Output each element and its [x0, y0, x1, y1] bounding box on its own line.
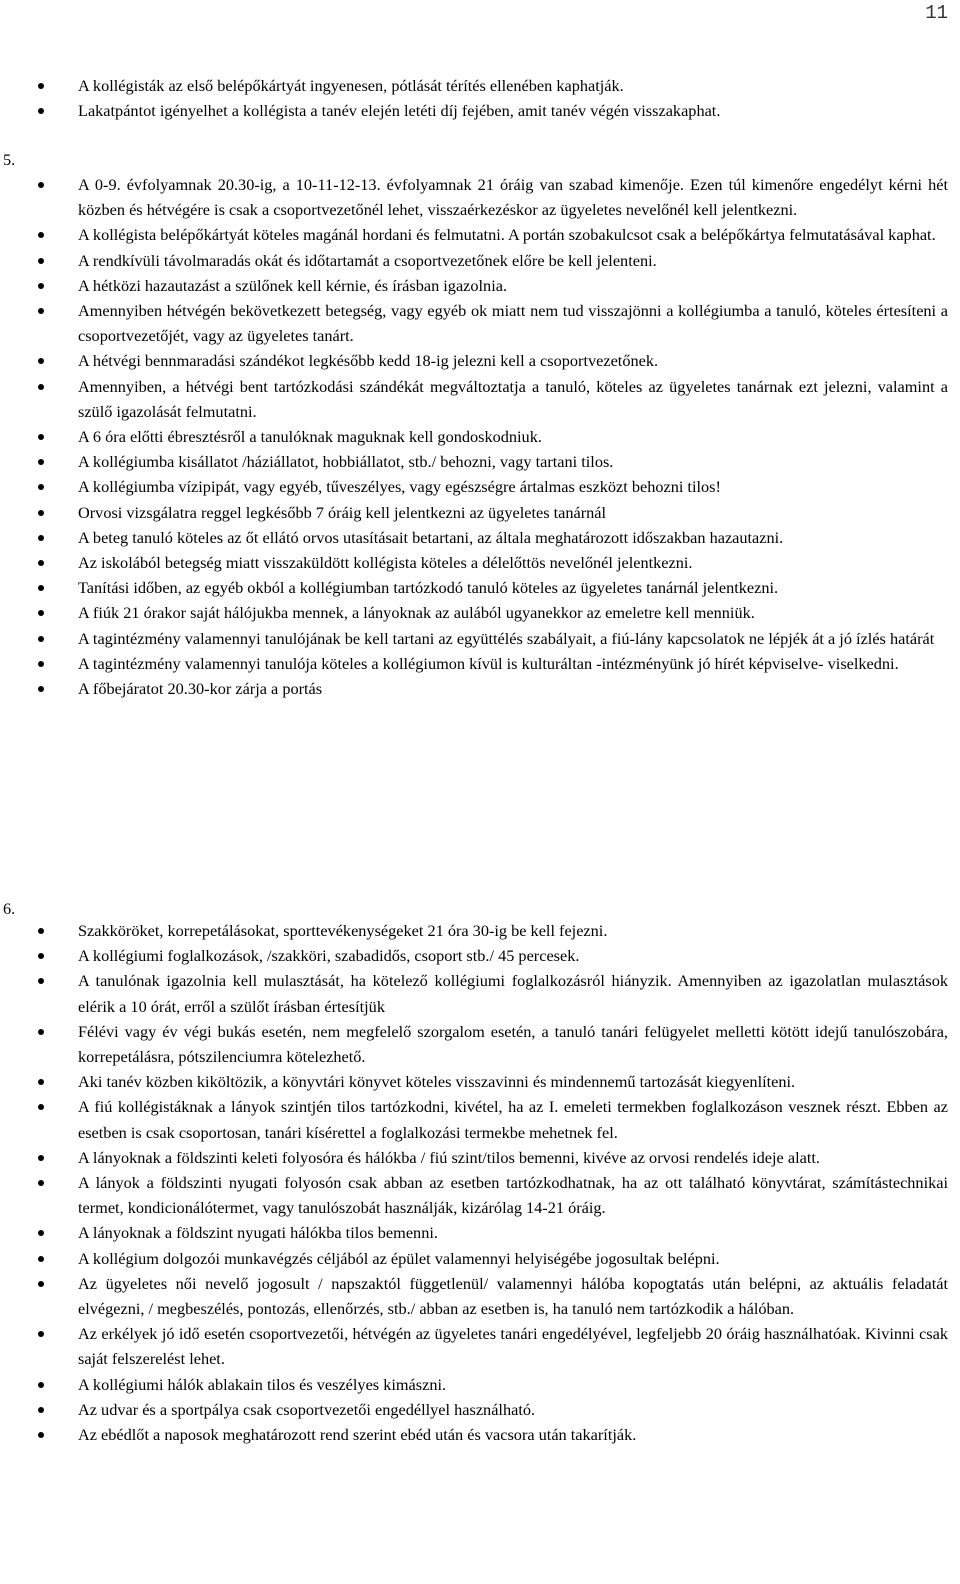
list-item: Orvosi vizsgálatra reggel legkésőbb 7 óráig kell jelentkezni az ügyeletes tanárnál	[0, 500, 960, 525]
top-rules-list	[0, 73, 960, 123]
list-item: A kollégiumba vízipipát, vagy egyéb, tűveszélyes, vagy egészségre ártalmas eszközt behozni tilos!	[0, 474, 960, 499]
list-item: Tanítási időben, az egyéb okból a kollégiumban tartózkodó tanuló köteles az ügyeletes tanárnál jelentkezni.	[0, 575, 960, 600]
list-item: A főbejáratot 20.30-kor zárja a portás	[0, 676, 960, 701]
section-number: 6.	[3, 899, 16, 918]
list-item: A lányoknak a földszint nyugati hálókba tilos bemenni.	[0, 1220, 960, 1245]
list-item: A 0-9. évfolyamnak 20.30-ig, a 10-11-12-13. évfolyamnak 21 óráig van szabad kimenője. Ezen túl kimenőre engedélyt kérni hét közben és hétvégére is csak a csoportvezetőnél lehet, visszaérkezéskor az ügyeletes nevelőnél kell jelentkezni.	[0, 172, 960, 222]
list-item: Aki tanév közben kiköltözik, a könyvtári könyvet köteles visszavinni és mindennemű tartozását kiegyenlíteni.	[0, 1069, 960, 1094]
list-item: A lányoknak a földszinti keleti folyosóra és hálókba / fiú szint/tilos bemenni, kivéve az orvosi rendelés ideje alatt.	[0, 1145, 960, 1170]
list-item: A kollégista belépőkártyát köteles magánál hordani és felmutatni. A portán szobakulcsot csak a belépőkártya felmutatásával kaphat.	[0, 222, 960, 247]
section-6-rules-list	[0, 918, 960, 1447]
list-item: Szakköröket, korrepetálásokat, sporttevékenységeket 21 óra 30-ig be kell fejezni.	[0, 918, 960, 943]
list-item: Amennyiben, a hétvégi bent tartózkodási szándékát megváltoztatja a tanuló, köteles az ügyeletes tanárnak ezt jelezni, valamint a szülő igazolását felmutatni.	[0, 374, 960, 424]
list-item: Az erkélyek jó idő esetén csoportvezetői, hétvégén az ügyeletes tanári engedélyével, legfeljebb 20 óráig használhatóak. Kivinni csak saját felszerelést lehet.	[0, 1321, 960, 1371]
section-5-rules-list	[0, 172, 960, 701]
list-item: Lakatpántot igényelhet a kollégista a tanév elején letéti díj fejében, amit tanév végén visszakaphat.	[0, 98, 960, 123]
list-item: Amennyiben hétvégén bekövetkezett betegség, vagy egyéb ok miatt nem tud visszajönni a kollégiumba a tanuló, köteles értesíteni a csoportvezetőjét, vagy az ügyeletes tanárt.	[0, 298, 960, 348]
section-number: 5.	[3, 150, 16, 169]
page-number: 11	[925, 2, 948, 24]
list-item: A kollégiumba kisállatot /háziállatot, hobbiállatot, stb./ behozni, vagy tartani tilos.	[0, 449, 960, 474]
list-item: A kollégiumi foglalkozások, /szakköri, szabadidős, csoport stb./ 45 percesek.	[0, 943, 960, 968]
list-item: A tagintézmény valamennyi tanulója köteles a kollégiumon kívül is kulturáltan -intézményünk jó hírét képviselve- viselkedni.	[0, 651, 960, 676]
list-item: A 6 óra előtti ébresztésről a tanulóknak maguknak kell gondoskodniuk.	[0, 424, 960, 449]
list-item: A hétközi hazautazást a szülőnek kell kérnie, és írásban igazolnia.	[0, 273, 960, 298]
list-item: A tanulónak igazolnia kell mulasztását, ha kötelező kollégiumi foglalkozásról hiányzik. Amennyiben az igazolatlan mulasztások elérik a 10 órát, erről a szülőt írásban értesítjük	[0, 968, 960, 1018]
list-item: A fiú kollégistáknak a lányok szintjén tilos tartózkodni, kivétel, ha az I. emeleti termekben foglalkozáson vesznek részt. Ebben az esetben is csak csoportosan, tanári kísérettel a foglalkozási termekbe mehetnek fel.	[0, 1094, 960, 1144]
list-item: Az udvar és a sportpálya csak csoportvezetői engedéllyel használható.	[0, 1397, 960, 1422]
list-item: Félévi vagy év végi bukás esetén, nem megfelelő szorgalom esetén, a tanuló tanári felügyelet melletti kötött idejű tanulószobára, korrepetálásra, pótszilenciumra kötelezhető.	[0, 1019, 960, 1069]
list-item: A fiúk 21 órakor saját hálójukba mennek, a lányoknak az aulából ugyanekkor az emeletre kell menniük.	[0, 600, 960, 625]
list-item: Az iskolából betegség miatt visszaküldött kollégista köteles a délelőttös nevelőnél jelentkezni.	[0, 550, 960, 575]
list-item: A tagintézmény valamennyi tanulójának be kell tartani az együttélés szabályait, a fiú-lány kapcsolatok ne lépjék át a jó ízlés határát	[0, 626, 960, 651]
list-item: A kollégium dolgozói munkavégzés céljából az épület valamennyi helyiségébe jogosultak belépni.	[0, 1246, 960, 1271]
list-item: A kollégiumi hálók ablakain tilos és veszélyes kimászni.	[0, 1372, 960, 1397]
list-item: A beteg tanuló köteles az őt ellátó orvos utasításait betartani, az általa meghatározott időszakban hazautazni.	[0, 525, 960, 550]
list-item: A rendkívüli távolmaradás okát és időtartamát a csoportvezetőnek előre be kell jelenteni.	[0, 248, 960, 273]
list-item: A hétvégi bennmaradási szándékot legkésőbb kedd 18-ig jelezni kell a csoportvezetőnek.	[0, 348, 960, 373]
list-item: Az ebédlőt a naposok meghatározott rend szerint ebéd után és vacsora után takarítják.	[0, 1422, 960, 1447]
list-item: A lányok a földszinti nyugati folyosón csak abban az esetben tartózkodhatnak, ha az ott található könyvtárat, számítástechnikai termet, kondicionálótermet, vagy tanulószobát használják, kizárólag 14-21 óráig.	[0, 1170, 960, 1220]
list-item: A kollégisták az első belépőkártyát ingyenesen, pótlását térítés ellenében kaphatják.	[0, 73, 960, 98]
list-item: Az ügyeletes női nevelő jogosult / napszaktól függetlenül/ valamennyi hálóba kopogtatás után belépni, az aktuális feladatát elvégezni, / megbeszélés, pontozás, ellenőrzés, stb./ abban az esetben is, ha tanuló nem tartózkodik a hálóban.	[0, 1271, 960, 1321]
